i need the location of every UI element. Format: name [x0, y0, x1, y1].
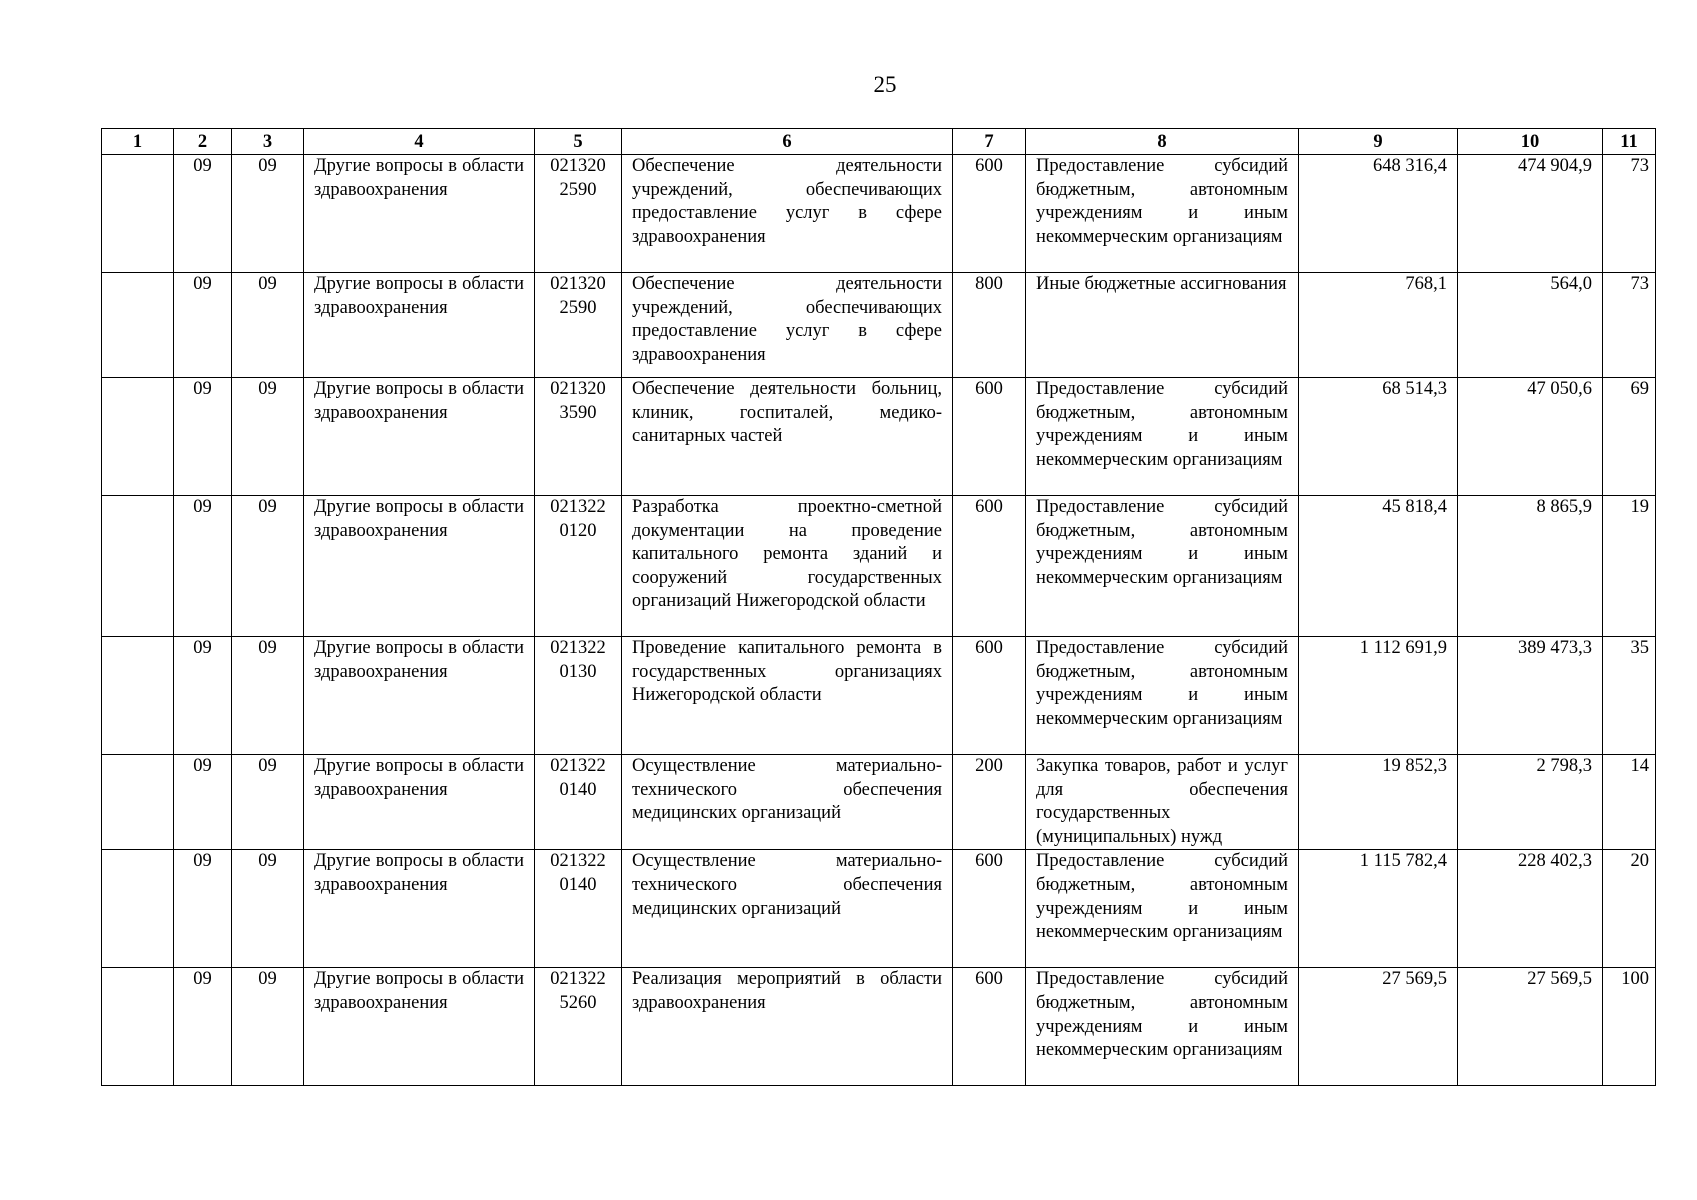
planned-amount-cell: 19 852,3	[1299, 755, 1458, 850]
planned-amount-cell: 27 569,5	[1299, 968, 1458, 1086]
expense-type-code-cell: 600	[953, 968, 1026, 1086]
target-article-part: 021322	[550, 756, 606, 776]
planned-amount-cell: 45 818,4	[1299, 496, 1458, 637]
percent-cell: 20	[1603, 850, 1656, 968]
expense-type-code-cell: 600	[953, 637, 1026, 755]
percent-cell: 73	[1603, 273, 1656, 378]
expense-type-name-cell: Предоставление субсидий бюджетным, автономным учреждениям и иным некоммерческим организациям	[1026, 637, 1299, 755]
target-article-cell	[535, 378, 622, 496]
column-header: 11	[1603, 129, 1656, 155]
subsection-code-cell: 09	[232, 850, 304, 968]
target-article-name-cell: Реализация мероприятий в области здравоохранения	[622, 968, 953, 1086]
section-code-cell: 09	[174, 968, 232, 1086]
target-article-part: 0140	[559, 874, 597, 895]
percent-cell: 19	[1603, 496, 1656, 637]
target-article-part: 021322	[550, 638, 606, 658]
executed-amount-cell: 8 865,9	[1458, 496, 1603, 637]
target-article-part: 021322	[550, 851, 606, 872]
planned-amount-cell: 648 316,4	[1299, 155, 1458, 273]
target-article-part: 2590	[559, 179, 597, 200]
target-article-name-cell: Обеспечение деятельности учреждений, обеспечивающих предоставление услуг в сфере здравоохранения	[622, 155, 953, 273]
section-code-cell: 09	[174, 850, 232, 968]
executed-amount-cell: 389 473,3	[1458, 637, 1603, 755]
planned-amount-cell: 1 112 691,9	[1299, 637, 1458, 755]
target-article-part: 2590	[559, 297, 597, 318]
subsection-name-cell: Другие вопросы в области здравоохранения	[304, 496, 535, 637]
row-number-cell	[102, 273, 174, 378]
section-code-cell: 09	[174, 155, 232, 273]
row-number-cell	[102, 378, 174, 496]
target-article-name-cell: Осуществление материально-технического обеспечения медицинских организаций	[622, 850, 953, 968]
table-row	[102, 496, 1656, 637]
table-row	[102, 637, 1656, 755]
expense-type-code-cell: 600	[953, 496, 1026, 637]
target-article-cell	[535, 968, 622, 1086]
expense-type-name-cell: Предоставление субсидий бюджетным, автономным учреждениям и иным некоммерческим организациям	[1026, 378, 1299, 496]
target-article-part: 0130	[559, 661, 597, 682]
expense-type-code-cell: 600	[953, 155, 1026, 273]
expense-type-code-cell: 600	[953, 850, 1026, 968]
target-article-part: 3590	[559, 402, 597, 423]
subsection-name-cell: Другие вопросы в области здравоохранения	[304, 637, 535, 755]
target-article-cell	[535, 850, 622, 968]
section-code-cell: 09	[174, 637, 232, 755]
subsection-code-cell: 09	[232, 968, 304, 1086]
expense-type-name-cell: Предоставление субсидий бюджетным, автономным учреждениям и иным некоммерческим организациям	[1026, 850, 1299, 968]
target-article-part: 5260	[559, 992, 597, 1013]
section-code-cell: 09	[174, 496, 232, 637]
planned-amount-cell: 1 115 782,4	[1299, 850, 1458, 968]
expense-type-name-cell: Предоставление субсидий бюджетным, автономным учреждениям и иным некоммерческим организациям	[1026, 968, 1299, 1086]
subsection-name-cell: Другие вопросы в области здравоохранения	[304, 850, 535, 968]
column-header: 7	[953, 129, 1026, 155]
column-header: 8	[1026, 129, 1299, 155]
target-article-name-cell: Осуществление материально-технического обеспечения медицинских организаций	[622, 755, 953, 850]
subsection-name-cell: Другие вопросы в области здравоохранения	[304, 755, 535, 850]
executed-amount-cell: 27 569,5	[1458, 968, 1603, 1086]
executed-amount-cell: 564,0	[1458, 273, 1603, 378]
executed-amount-cell: 228 402,3	[1458, 850, 1603, 968]
table-row	[102, 273, 1656, 378]
row-number-cell	[102, 155, 174, 273]
subsection-code-cell: 09	[232, 378, 304, 496]
target-article-part: 0120	[559, 520, 597, 541]
target-article-cell	[535, 637, 622, 755]
percent-cell: 100	[1603, 968, 1656, 1086]
target-article-part: 021320	[550, 379, 606, 399]
column-header: 4	[304, 129, 535, 155]
target-article-name-cell: Разработка проектно-сметной документации на проведение капитального ремонта зданий и сооружений государственных организаций Нижегородской области	[622, 496, 953, 637]
percent-cell: 73	[1603, 155, 1656, 273]
subsection-code-cell: 09	[232, 273, 304, 378]
target-article-cell	[535, 755, 622, 850]
target-article-name-cell: Обеспечение деятельности учреждений, обеспечивающих предоставление услуг в сфере здравоохранения	[622, 273, 953, 378]
expense-type-name-cell: Иные бюджетные ассигнования	[1026, 273, 1299, 378]
target-article-part: 021320	[550, 274, 606, 294]
subsection-code-cell: 09	[232, 496, 304, 637]
column-header: 3	[232, 129, 304, 155]
percent-cell: 35	[1603, 637, 1656, 755]
section-code-cell: 09	[174, 755, 232, 850]
table-row	[102, 850, 1656, 968]
planned-amount-cell: 768,1	[1299, 273, 1458, 378]
executed-amount-cell: 47 050,6	[1458, 378, 1603, 496]
column-header: 2	[174, 129, 232, 155]
target-article-part: 021322	[550, 969, 606, 990]
row-number-cell	[102, 755, 174, 850]
percent-cell: 14	[1603, 755, 1656, 850]
subsection-code-cell: 09	[232, 755, 304, 850]
page-number: 25	[873, 72, 897, 97]
column-header: 1	[102, 129, 174, 155]
table-row	[102, 155, 1656, 273]
table-row	[102, 378, 1656, 496]
expense-type-code-cell: 800	[953, 273, 1026, 378]
section-code-cell: 09	[174, 378, 232, 496]
row-number-cell	[102, 850, 174, 968]
column-header: 5	[535, 129, 622, 155]
row-number-cell	[102, 637, 174, 755]
target-article-name-cell: Обеспечение деятельности больниц, клиник, госпиталей, медико-санитарных частей	[622, 378, 953, 496]
target-article-part: 0140	[559, 779, 597, 800]
column-header: 10	[1458, 129, 1603, 155]
target-article-cell	[535, 273, 622, 378]
subsection-name-cell: Другие вопросы в области здравоохранения	[304, 968, 535, 1086]
table-row	[102, 968, 1656, 1086]
table-row	[102, 755, 1656, 850]
expense-type-code-cell: 600	[953, 378, 1026, 496]
table-header-row	[102, 129, 1656, 155]
section-code-cell: 09	[174, 273, 232, 378]
column-header: 6	[622, 129, 953, 155]
expense-type-name-cell: Предоставление субсидий бюджетным, автономным учреждениям и иным некоммерческим организациям	[1026, 155, 1299, 273]
budget-table	[101, 128, 1656, 1086]
row-number-cell	[102, 968, 174, 1086]
subsection-name-cell: Другие вопросы в области здравоохранения	[304, 273, 535, 378]
target-article-part: 021320	[550, 156, 606, 176]
target-article-part: 021322	[550, 497, 606, 517]
executed-amount-cell: 2 798,3	[1458, 755, 1603, 850]
expense-type-code-cell: 200	[953, 755, 1026, 850]
row-number-cell	[102, 496, 174, 637]
subsection-code-cell: 09	[232, 155, 304, 273]
expense-type-name-cell: Предоставление субсидий бюджетным, автономным учреждениям и иным некоммерческим организациям	[1026, 496, 1299, 637]
target-article-cell	[535, 155, 622, 273]
column-header: 9	[1299, 129, 1458, 155]
executed-amount-cell: 474 904,9	[1458, 155, 1603, 273]
subsection-name-cell: Другие вопросы в области здравоохранения	[304, 155, 535, 273]
target-article-cell	[535, 496, 622, 637]
subsection-name-cell: Другие вопросы в области здравоохранения	[304, 378, 535, 496]
target-article-name-cell: Проведение капитального ремонта в государственных организациях Нижегородской области	[622, 637, 953, 755]
percent-cell: 69	[1603, 378, 1656, 496]
planned-amount-cell: 68 514,3	[1299, 378, 1458, 496]
expense-type-name-cell: Закупка товаров, работ и услуг для обеспечения государственных (муниципальных) нужд	[1026, 755, 1299, 850]
subsection-code-cell: 09	[232, 637, 304, 755]
